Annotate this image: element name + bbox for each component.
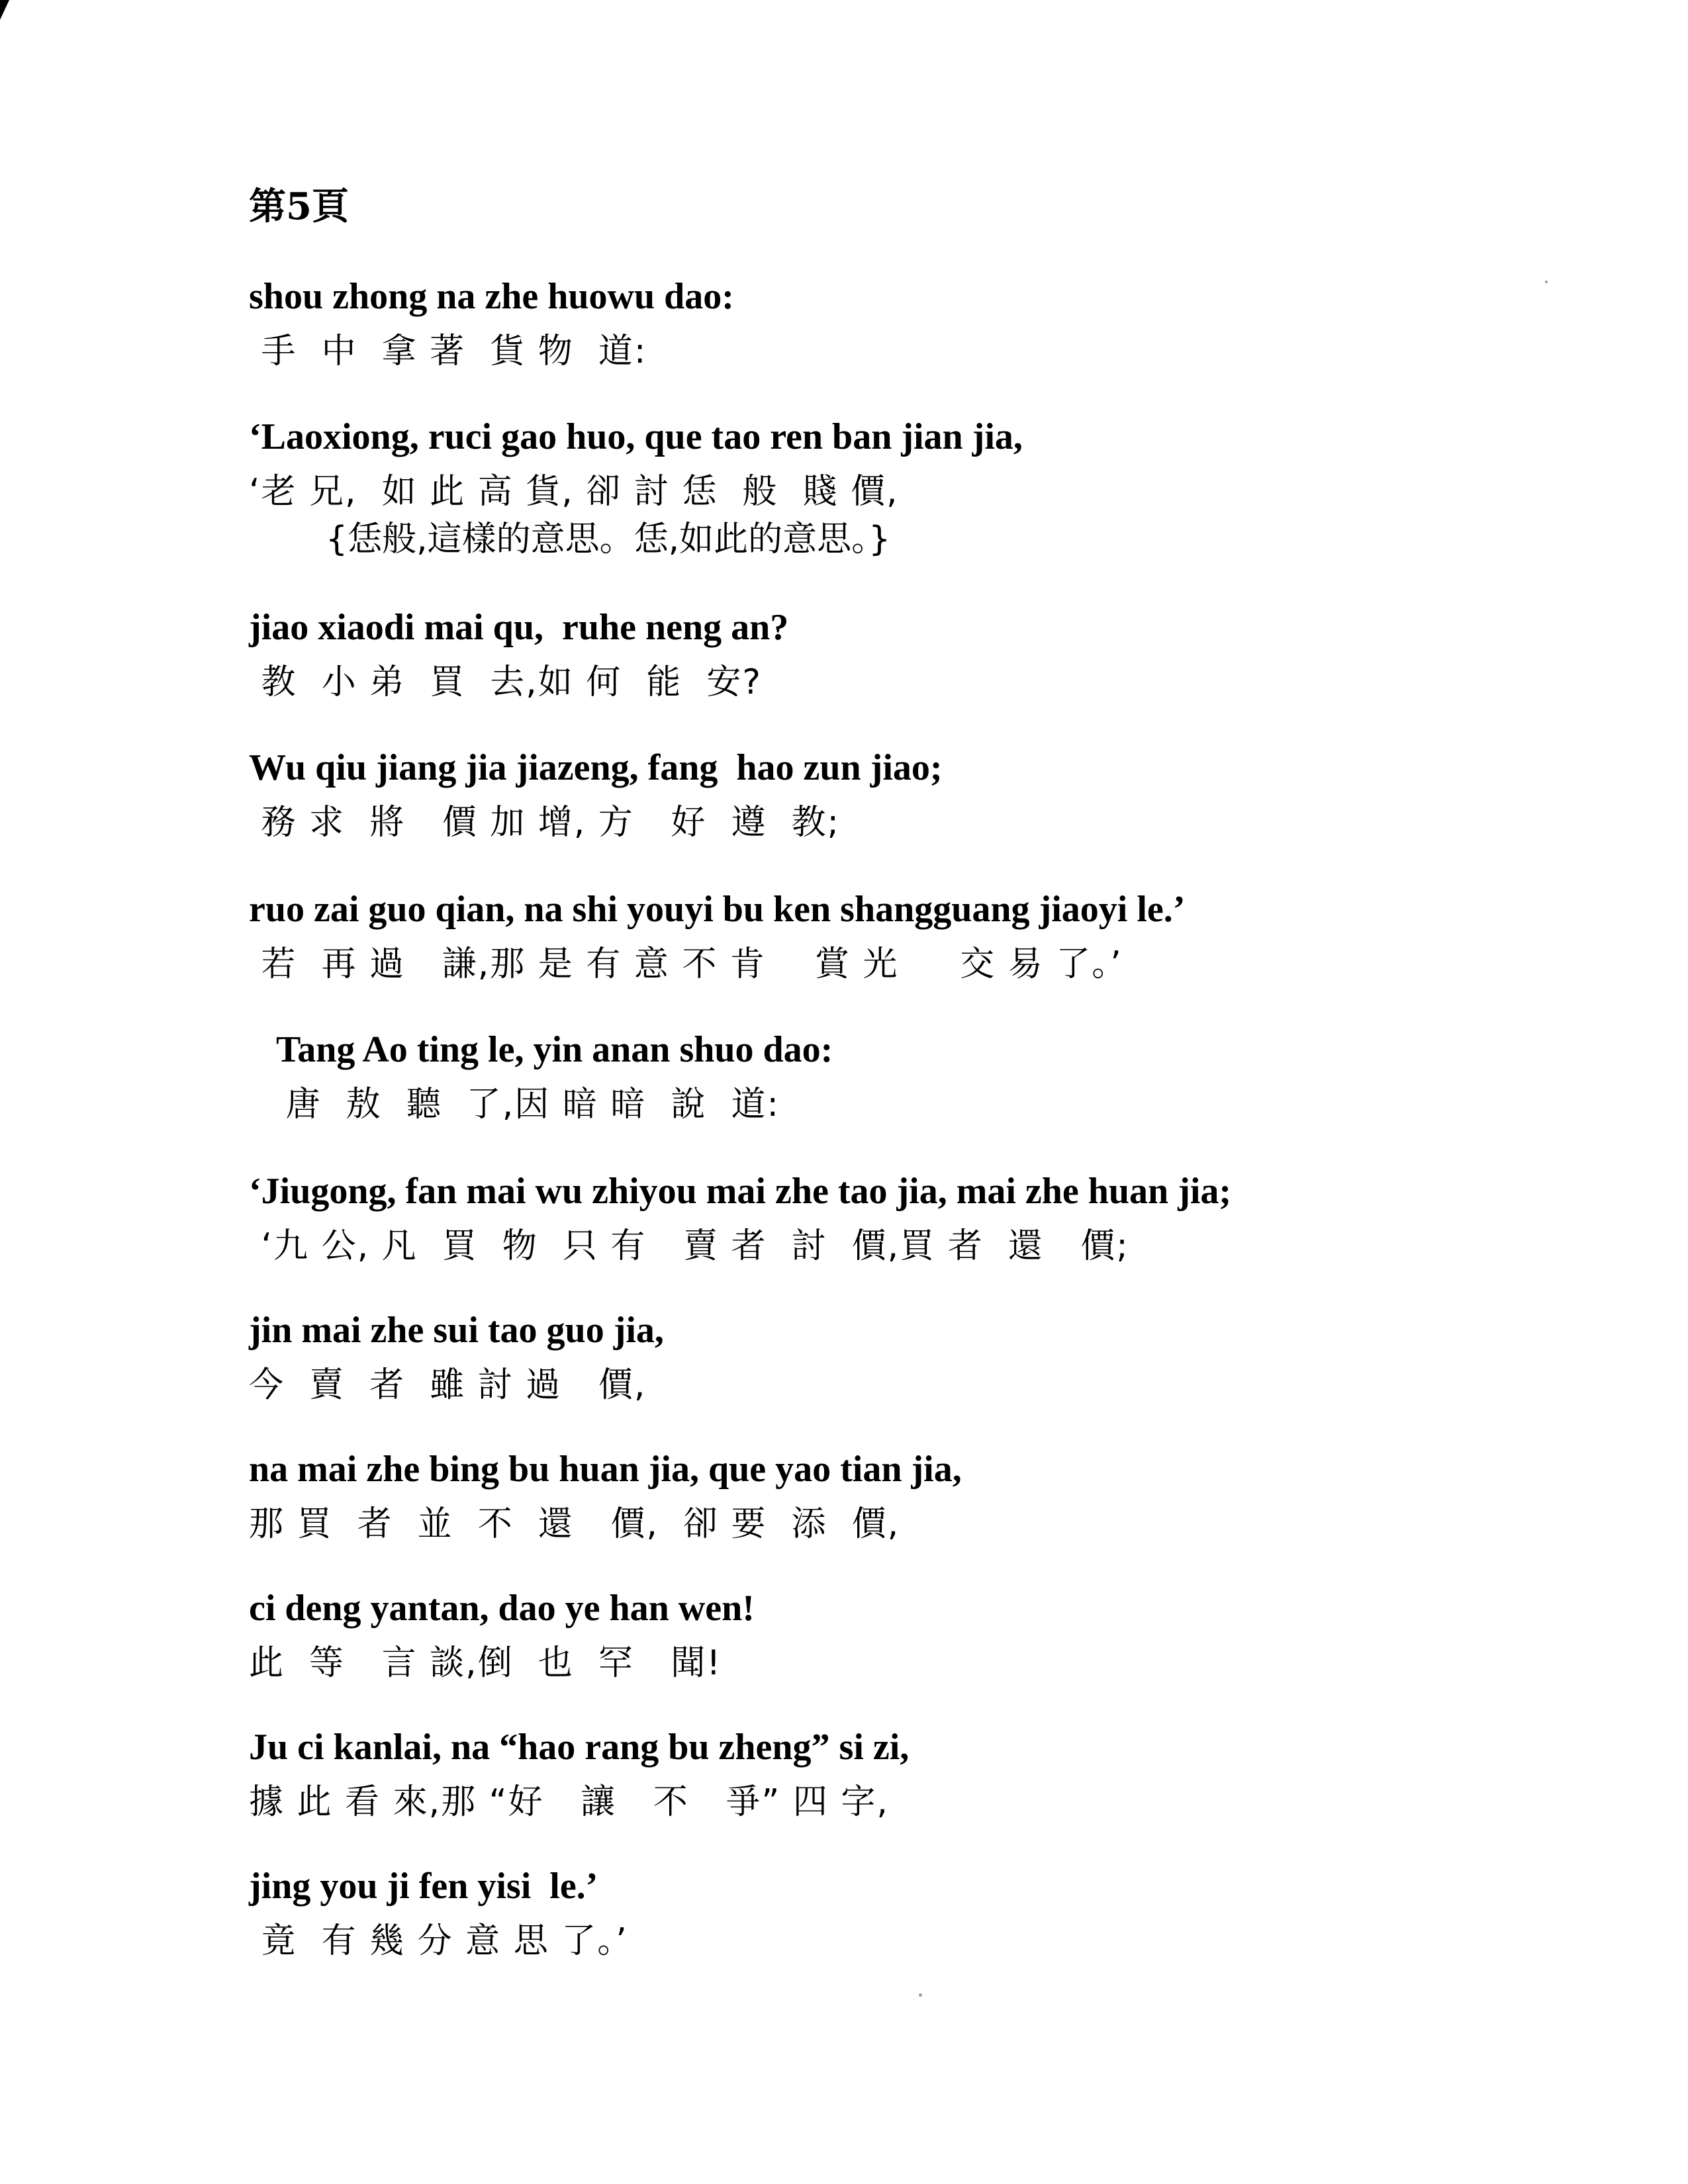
hanzi-line-11: 據 此 看 來,那 “好 讓 不 爭” 四 字,: [249, 1782, 889, 1822]
hanzi-line-9: 那 買 者 並 不 還 價, 卻 要 添 價,: [249, 1504, 900, 1544]
pinyin-line-11: Ju ci kanlai, na “hao rang bu zheng” si zi,: [249, 1727, 910, 1768]
hanzi-line-1: 手 中 拿 著 貨 物 道:: [249, 332, 647, 371]
pinyin-line-6: Tang Ao ting le, yin anan shuo dao:: [249, 1029, 833, 1070]
hanzi-line-12: 竟 有 幾 分 意 思 了。’: [249, 1921, 628, 1961]
hanzi-line-4: 務 求 將 價 加 增, 方 好 遵 教;: [249, 803, 841, 842]
pinyin-line-5: ruo zai guo qian, na shi youyi bu ken shangguang jiaoyi le.’: [249, 889, 1186, 930]
hanzi-line-5: 若 再 過 謙,那 是 有 意 不 肯 賞 光 交 易 了。’: [249, 944, 1123, 984]
pinyin-line-12: jing you ji fen yisi le.’: [249, 1866, 598, 1907]
hanzi-line-8: 今 賣 者 雖 討 過 價,: [249, 1365, 647, 1405]
pinyin-line-10: ci deng yantan, dao ye han wen!: [249, 1588, 755, 1629]
scan-speck: [1545, 281, 1548, 283]
hanzi-line-10: 此 等 言 談,倒 也 罕 聞!: [249, 1643, 722, 1683]
pinyin-line-9: na mai zhe bing bu huan jia, que yao tian jia,: [249, 1449, 962, 1490]
pinyin-line-4: Wu qiu jiang jia jiazeng, fang hao zun jiao;: [249, 747, 943, 788]
hanzi-line-3: 教 小 弟 買 去,如 何 能 安?: [249, 662, 763, 702]
scan-speck: [919, 1993, 922, 1997]
page-number: 第5頁: [249, 185, 349, 228]
hanzi-line-6: 唐 敖 聽 了,因 暗 暗 說 道:: [249, 1085, 780, 1124]
hanzi-line-7: ‘九 公, 凡 買 物 只 有 賣 者 討 價,買 者 還 價;: [249, 1226, 1129, 1266]
hanzi-line-2: ‘老 兄, 如 此 高 貨, 卻 討 恁 般 賤 價,: [249, 472, 899, 512]
pinyin-line-2: ‘Laoxiong, ruci gao huo, que tao ren ban jian jia,: [249, 416, 1023, 457]
pinyin-line-1: shou zhong na zhe huowu dao:: [249, 276, 734, 317]
pinyin-line-7: ‘Jiugong, fan mai wu zhiyou mai zhe tao jia, mai zhe huan jia;: [249, 1171, 1232, 1212]
annotation-note: {恁般,這樣的意思。恁,如此的意思。}: [326, 520, 891, 559]
pinyin-line-3: jiao xiaodi mai qu, ruhe neng an?: [249, 607, 789, 648]
scan-corner-mark: [0, 0, 9, 20]
pinyin-line-8: jin mai zhe sui tao guo jia,: [249, 1310, 664, 1351]
